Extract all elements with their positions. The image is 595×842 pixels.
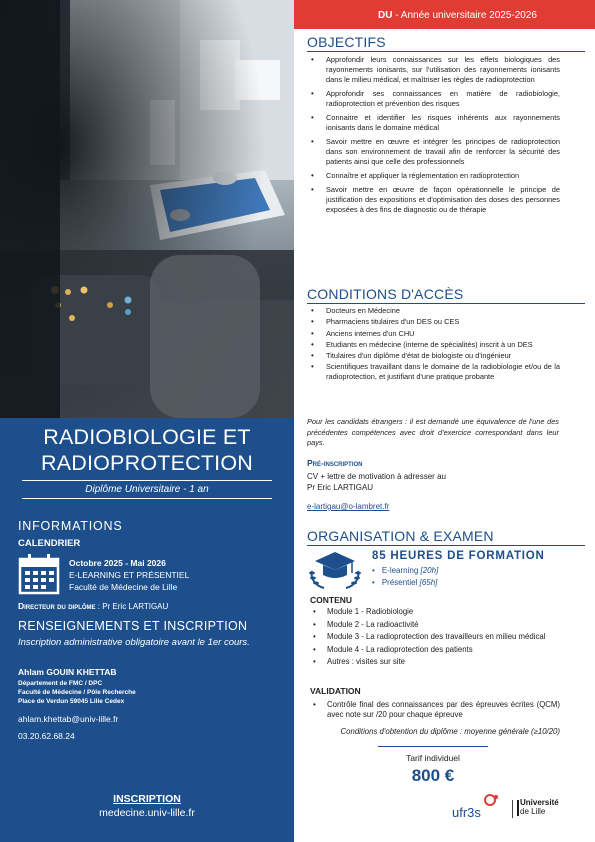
- acces-list: [310, 306, 560, 384]
- objectif-item: • Approfondir leurs connaissances sur les effets biologiques des rayonnements ionisants, sur l'utilisation des rayonnements ionisants dans le milieu médical, et maîtriser les règles de radioprotection: [310, 55, 560, 85]
- title-divider-top: [22, 480, 272, 481]
- foreign-candidates-note: Pour les candidats étrangers : il est demandé une équivalence de l'une des précédentes compétences avec droit d'exercice correspondant dans leur pays.: [307, 417, 559, 447]
- training-hours: 85 HEURES DE FORMATION: [372, 550, 545, 562]
- module-item: • Module 2 - La radioactivité: [310, 620, 560, 630]
- pre-inscription-email[interactable]: e-lartigau@o-lambret.fr: [307, 502, 390, 511]
- program-title-line1: RADIOBIOLOGIE ET: [43, 425, 251, 449]
- logo-divider: [512, 800, 513, 818]
- presentiel-line: [372, 578, 437, 587]
- presentiel-label: Présentiel: [381, 578, 420, 587]
- acces-item: • Scientifiques travaillant dans le domaine de la radiobiologie et/ou de la radioprotection, et justifiant d'une pratique probante: [310, 362, 560, 382]
- calendar-heading: CALENDRIER: [18, 538, 81, 549]
- inscription-link[interactable]: medecine.univ-lille.fr: [99, 807, 195, 819]
- validation-item: • Contrôle final des connaissances par des épreuves écrites (QCM) avec note sur /20 pour chaque épreuve: [310, 700, 560, 720]
- pre-inscription-heading: Pré-inscription: [307, 458, 363, 468]
- elearning-hours: [20h]: [420, 566, 439, 575]
- ulille-logo: [520, 798, 559, 816]
- graduation-cap-icon: [306, 549, 364, 589]
- objectifs-list: [310, 55, 560, 219]
- validation-heading: VALIDATION: [310, 686, 361, 696]
- acces-item: • Etudiants en médecine (interne de spécialités) inscrit à un DES: [310, 340, 560, 350]
- bullet-icon: •: [372, 578, 375, 587]
- academic-year: - Année universitaire 2025-2026: [392, 10, 537, 21]
- renseignements-heading: RENSEIGNEMENTS ET INSCRIPTION: [18, 619, 248, 633]
- pre-inscription-line2: Pr Eric LARTIGAU: [307, 483, 374, 492]
- acces-item: • Titulaires d'un diplôme d'état de biologiste ou d'ingénieur: [310, 351, 560, 361]
- objectif-item: • Approfondir ses connaissances en matière de radiobiologie, radioprotection et prévention des risques: [310, 89, 560, 109]
- presentiel-hours: [65h]: [419, 578, 438, 587]
- objectif-item: • Connaitre et identifier les risques inhérents aux rayonnements ionisants dans le domaine médical: [310, 113, 560, 133]
- elearning-line: [372, 566, 438, 575]
- calendar-mode: E-LEARNING ET PRÉSENTIEL: [69, 570, 190, 580]
- director-label: Directeur du diplôme: [18, 601, 96, 611]
- acces-item: • Docteurs en Médecine: [310, 306, 560, 316]
- director-line: [18, 601, 168, 611]
- organisation-rule: [307, 545, 585, 546]
- title-divider-bottom: [22, 498, 272, 499]
- pre-inscription-line1: CV + lettre de motivation à adresser au: [307, 472, 446, 481]
- ulille-logo-line1: Université: [520, 798, 559, 807]
- tarif-label: Tarif individuel: [406, 753, 460, 763]
- ufr3s-logo: [450, 793, 506, 821]
- module-item: • Module 3 - La radioprotection des travailleurs en milieu médical: [310, 632, 560, 642]
- objectifs-heading: OBJECTIFS: [307, 34, 386, 50]
- informations-heading: INFORMATIONS: [18, 519, 123, 533]
- contact-address: Place de Verdun 59045 Lille Cedex: [18, 698, 125, 705]
- module-item: • Module 4 - La radioprotection des patients: [310, 645, 560, 655]
- ufr3s-text: ufr3s: [452, 805, 481, 820]
- calendar-icon: [18, 553, 60, 595]
- price: 800 €: [411, 766, 455, 785]
- acces-item: • Anciens internes d'un CHU: [310, 329, 560, 339]
- objectif-item: • Connaître et appliquer la réglementation en radioprotection: [310, 171, 560, 181]
- obtention-conditions: Conditions d'obtention du diplôme : moyenne générale (≥10/20): [340, 727, 560, 736]
- contact-phone: 03.20.62.68.24: [18, 731, 75, 741]
- calendar-dates: Octobre 2025 - Mai 2026: [69, 558, 166, 568]
- calendar-place: Faculté de Médecine de Lille: [69, 582, 178, 592]
- contact-name: Ahlam GOUIN KHETTAB: [18, 667, 117, 677]
- du-label: DU: [378, 10, 393, 21]
- title-block: [0, 418, 294, 495]
- module-item: • Module 1 - Radiobiologie: [310, 607, 560, 617]
- organisation-heading: ORGANISATION & EXAMEN: [307, 528, 494, 544]
- objectif-item: • Savoir mettre en œuvre de façon opérationnelle le principe de justification des expositions et d'optimisation des doses des personnes exposées à des fins de diagnostic ou de thérapie: [310, 185, 560, 215]
- contact-faculty: Faculté de Médecine / Pôle Recherche: [18, 689, 136, 696]
- modules-list: [310, 607, 560, 670]
- ulille-logo-line2: de Lille: [520, 807, 546, 816]
- tarif-rule: [378, 746, 488, 747]
- objectif-item: • Savoir mettre en œuvre et intégrer les principes de radioprotection dans son environnement de travail afin de renforcer la sécurité des patients ainsi que celle des professionnels: [310, 137, 560, 167]
- ulille-logo-mark: [517, 800, 519, 816]
- validation-list: [310, 700, 560, 723]
- contenu-heading: CONTENU: [310, 595, 353, 605]
- left-panel: [0, 0, 294, 842]
- header-photo: [0, 0, 294, 418]
- du-year-banner: [294, 0, 595, 29]
- module-item: • Autres : visites sur site: [310, 657, 560, 667]
- inscription-heading: INSCRIPTION: [113, 793, 181, 805]
- diploma-type: Diplôme Universitaire - 1 an: [85, 484, 209, 495]
- program-title-line2: RADIOPROTECTION: [40, 451, 254, 475]
- acces-rule: [307, 303, 585, 304]
- director-name: : Pr Eric LARTIGAU: [95, 602, 169, 611]
- contact-department: Département de FMC / DPC: [18, 680, 103, 687]
- acces-item: • Pharmaciens titulaires d'un DES ou CES: [310, 317, 560, 327]
- registration-note: Inscription administrative obligatoire avant le 1er cours.: [18, 637, 250, 648]
- objectifs-rule: [307, 51, 585, 52]
- bullet-icon: •: [372, 566, 375, 575]
- contact-email[interactable]: ahlam.khettab@univ-lille.fr: [18, 714, 119, 724]
- radiotherapy-room-image: [0, 0, 294, 418]
- acces-heading: CONDITIONS D'ACCÈS: [307, 286, 464, 302]
- elearning-label: E-learning: [381, 566, 421, 575]
